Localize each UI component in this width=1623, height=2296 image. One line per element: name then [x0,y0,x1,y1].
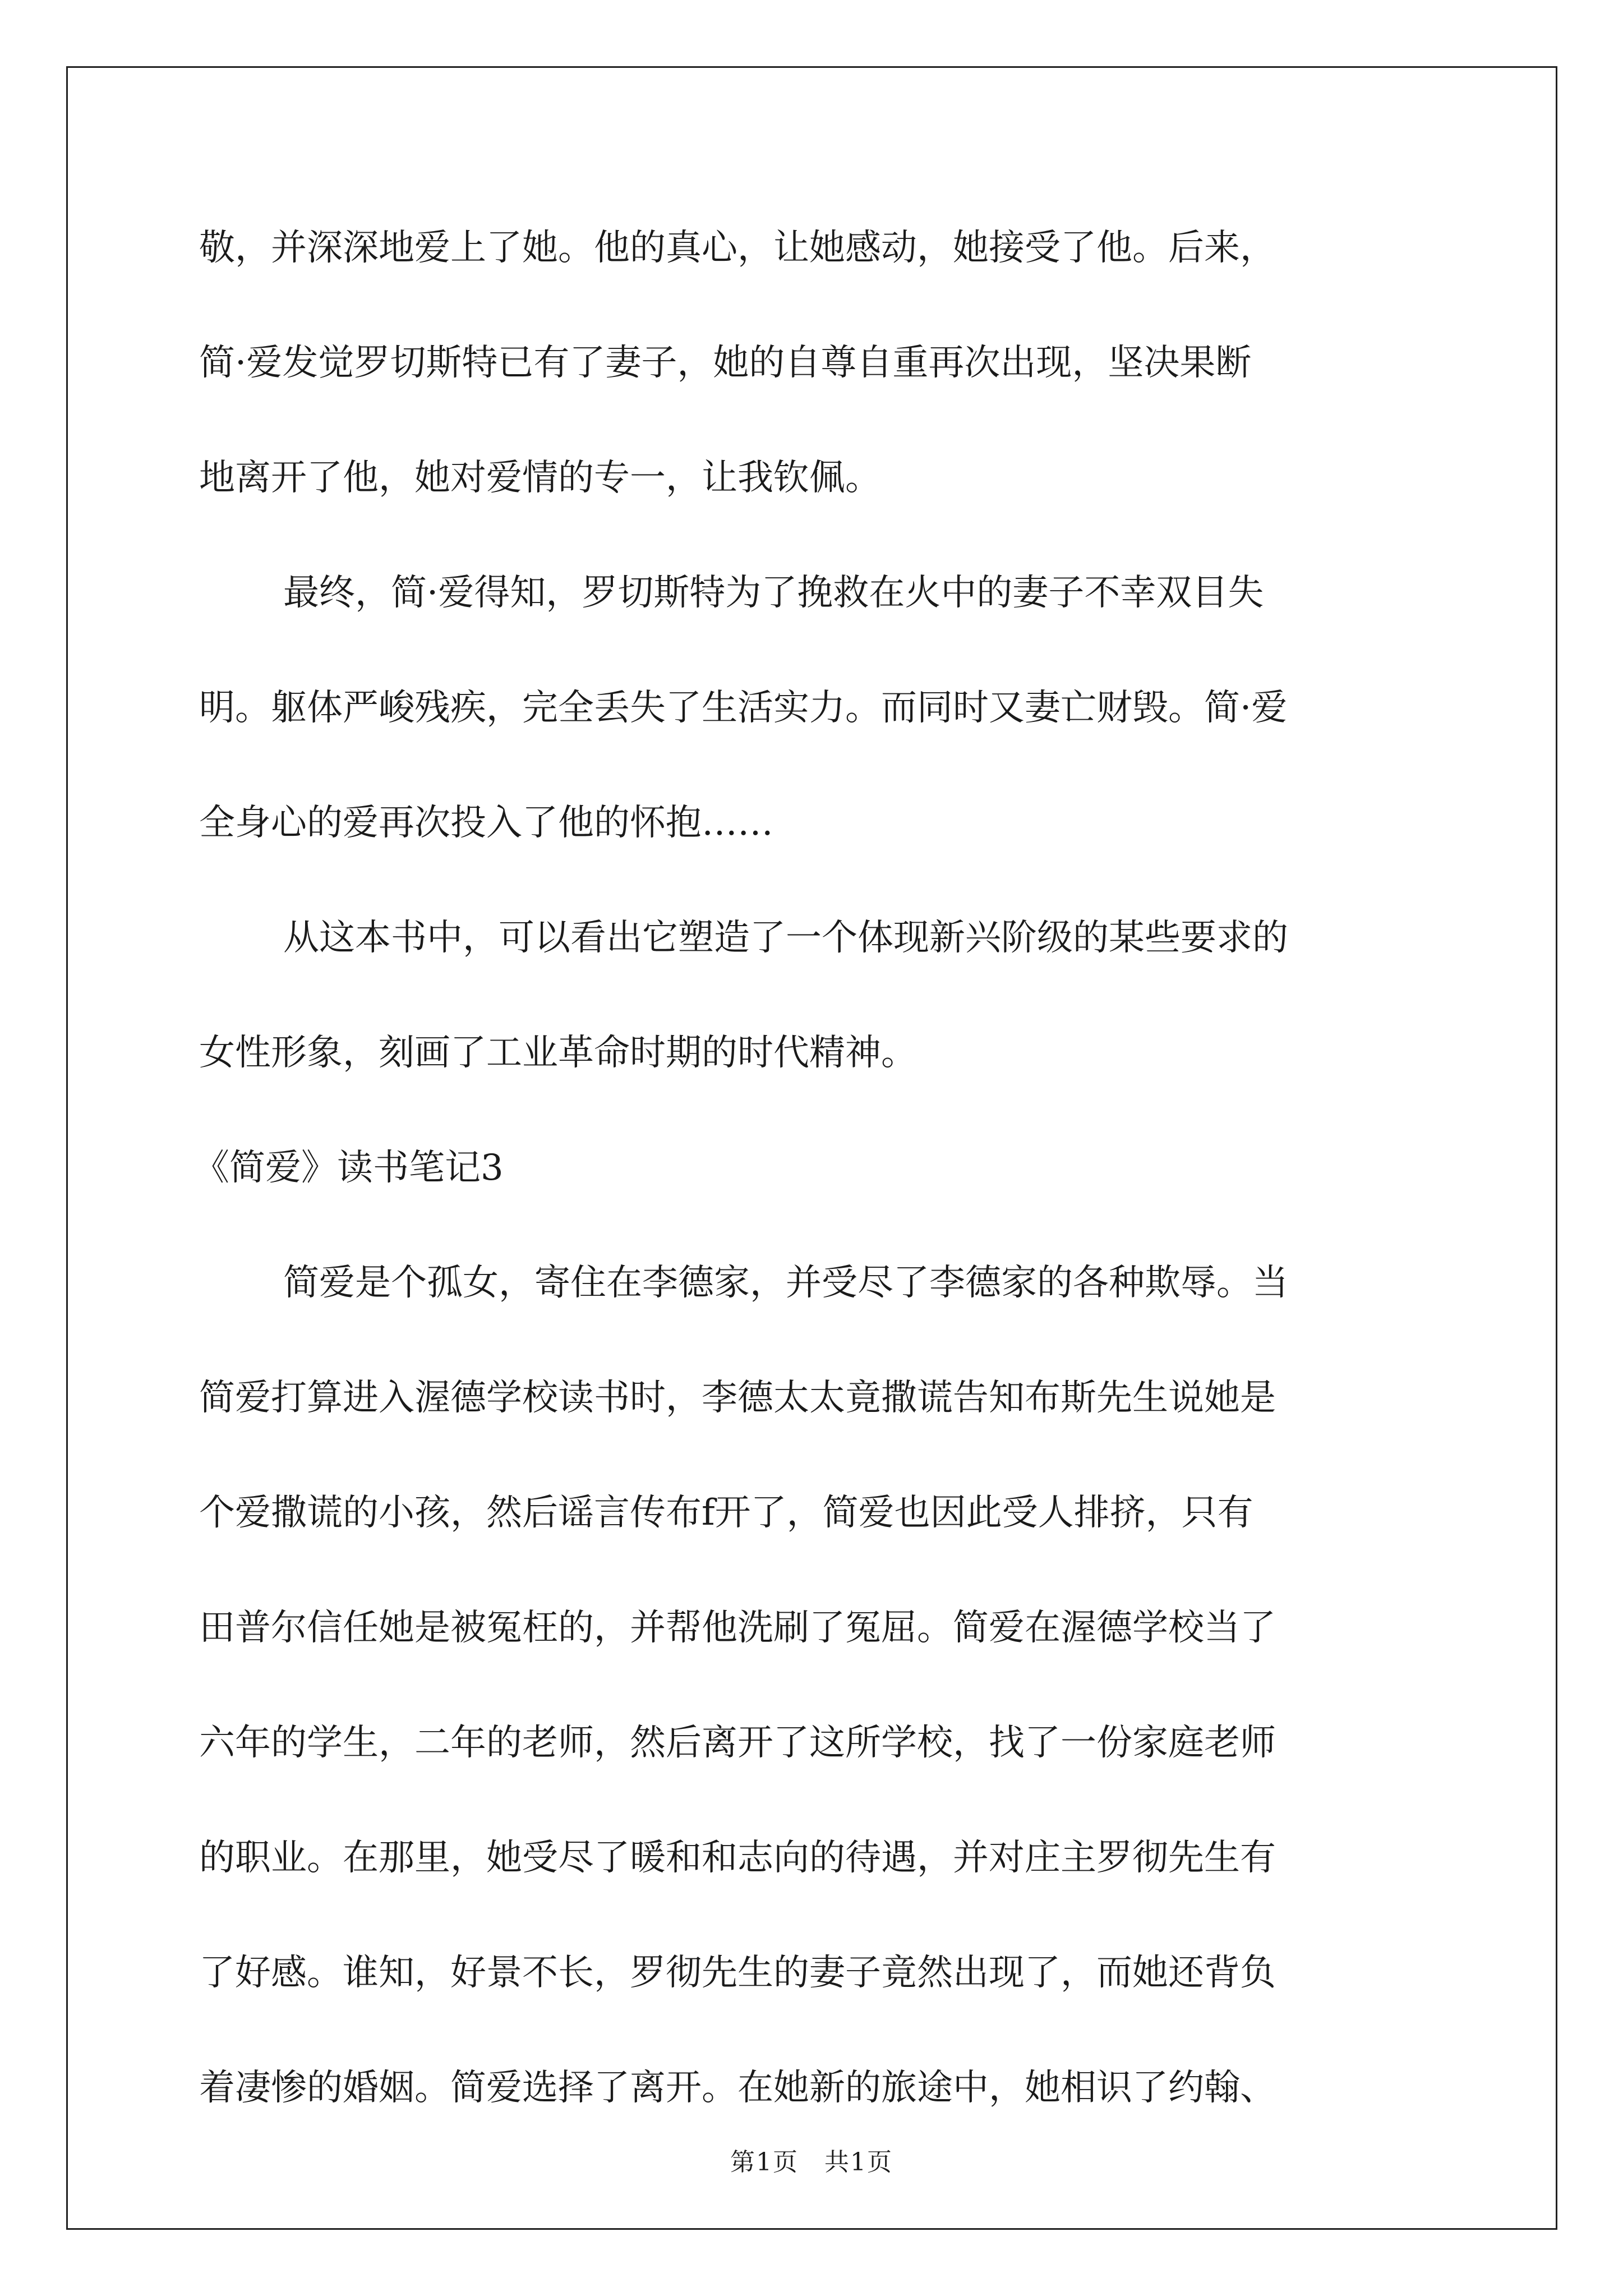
paragraph-2 [199,536,1433,881]
text-line: 个爱撒谎的小孩，然后谣言传布f开了，简爱也因此受人排挤，只有 [199,1492,1253,1534]
text-line: 了好感。谁知，好景不长，罗彻先生的妻子竟然出现了，而她还背负 [199,1952,1276,1994]
text-line: 明。躯体严峻残疾，完全丢失了生活实力。而同时又妻亡财毁。简·爱 [199,687,1288,729]
page-footer: 第1页 共1页 [730,2148,893,2177]
text-line: 全身心的爱再次投入了他的怀抱…… [199,802,773,844]
paragraph-3 [199,881,1433,1111]
text-line: 简爱打算进入渥德学校读书时，李德太太竟撒谎告知布斯先生说她是 [199,1377,1276,1419]
text-line: 从这本书中，可以看出它塑造了一个体现新兴阶级的某些要求的 [283,917,1288,959]
text-line: 敬，并深深地爱上了她。他的真心，让她感动，她接受了他。后来， [199,227,1276,269]
text-line: 田普尔信任她是被冤枉的，并帮他洗刷了冤屈。简爱在渥德学校当了 [199,1607,1276,1649]
text-line: 地离开了他，她对爱情的专一，让我钦佩。 [199,457,881,499]
text-line: 简·爱发觉罗切斯特已有了妻子，她的自尊自重再次出现，坚决果断 [199,342,1252,384]
document-body [193,191,1433,2146]
text-line: 的职业。在那里，她受尽了暖和和志向的待遇，并对庄主罗彻先生有 [199,1837,1276,1879]
text-line: 六年的学生，二年的老师，然后离开了这所学校，找了一份家庭老师 [199,1722,1276,1764]
heading-text: 《简爱》读书笔记3 [193,1147,504,1189]
text-line: 着凄惨的婚姻。简爱选择了离开。在她新的旅途中，她相识了约翰、 [199,2067,1276,2109]
text-line: 女性形象，刻画了工业革命时期的时代精神。 [199,1032,917,1074]
paragraph-4 [199,1226,1433,2146]
paragraph-1 [199,191,1433,536]
text-line: 简爱是个孤女，寄住在李德家，并受尽了李德家的各种欺辱。当 [283,1262,1288,1304]
text-line: 最终，简·爱得知，罗切斯特为了挽救在火中的妻子不幸双目失 [283,572,1264,614]
section-heading [193,1111,1433,1226]
